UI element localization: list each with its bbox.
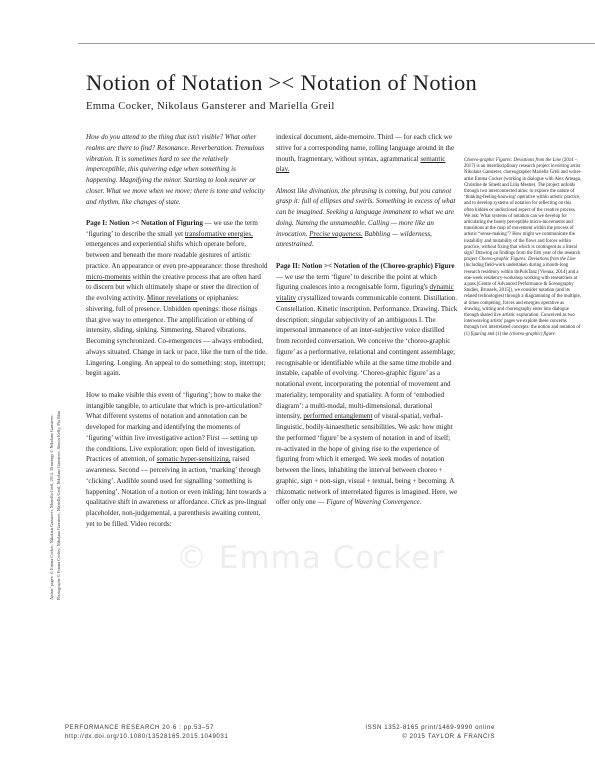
text-run: raised awareness. Second — perceiving in action, ‘marking’ through ‘clicking’. Audible sound used for signalling ‘something is happening’. Notation of a notion or even inkling; hint towards a qualitative shift in awareness or affordance. — [86, 455, 267, 507]
copyright-line: © 2015 TAYLOR & FRANCIS — [402, 732, 495, 740]
footer-left — [65, 724, 228, 741]
text-run: or epiphanies: shivering, full of presence. Unbidden openings: those risings that give way to emergence. The amplification or ebbing of intensity, sliding, sinking. Simmering. Shared vibrations. Becoming synchronized. Co-emergences — always embodied, always situated. Change in tack or pace, like the turn of the tide. Lingering. Longing. An appeal to do something: stop, interrupt; begin again. — [86, 294, 268, 378]
credit-line: Photographs © Emma Cocker, Nikolaus Gansterer, Mariella Greil, Nikolaus Gansterer, Simon Kelly, Pia Blau — [56, 410, 61, 600]
underlined-term: semantic play. — [276, 154, 446, 174]
underlined-term: somatic hyper-sensitizing, — [156, 455, 231, 464]
text-run: emergences and experiential shifts which operate before, between and beneath the more readable gestures of artistic practice. An appearance or even pre-appearance: those threshold — [86, 240, 268, 270]
underlined-term: transformative energies, — [184, 229, 253, 238]
underlined-term: Minor revelations — [147, 294, 198, 303]
column-1 — [86, 132, 268, 530]
text-run: (including field-work undertaken during a month-long research residency within ImPulsTanz [Vienna, 2014] and a one-week residency-workshop working with researchers at a.pass [Centre of Advanced Performance & Scenography Studies, Brussels, 2015]), we consider notation (and its related technologies) through a diagramming of the multiple, at times competing, forces and energies operative as drawing, writing and choreography enter into dialogue through shared live artistic exploration. Conceived as two interweaving artists’ pages we explore these concerns through two interrelated concepts: the notion and notation of (1) — [464, 263, 581, 337]
italic-term: figuring — [470, 331, 487, 337]
text-run: indexical document, aide-memoire. Third — for each click we strive for a corresponding name, rolling language around in the mouth, fragmentary, without syntax, agrammatical — [276, 133, 455, 163]
column-2 — [276, 132, 459, 508]
page-one-heading: Page I: Notion >< Notation of Figuring — [86, 218, 203, 227]
sidebar-paragraph — [464, 158, 582, 338]
credit-line: Artists’ pages: © Emma Cocker, Nikolaus Gansterer, Mariella Greil, 2015. Drawings © Nikolaus Gansterer. — [49, 414, 54, 600]
italic-term: Choreo-graphic Figures: Deviations from the Line — [478, 257, 576, 263]
underlined-term: dynamic vitality — [276, 283, 454, 303]
underlined-term: Precise vagueness. — [309, 229, 363, 238]
underlined-term: micro-moments — [86, 272, 131, 281]
sidebar-note — [464, 158, 582, 338]
article-title: Notion of Notation >< Notation of Notion — [86, 70, 478, 95]
image-credit — [48, 360, 62, 600]
text-run: Babbling — wilderness, unrestrained. — [276, 229, 432, 249]
italic-term: Figure of Wavering Convergence. — [326, 498, 422, 507]
page-two-paragraph — [276, 261, 459, 508]
text-run: and (1) the — [486, 331, 510, 337]
page-two-heading: Page II: Notion >< Notation of the (Choreo-graphic) Figure — [276, 261, 455, 270]
page-one-paragraph — [86, 218, 268, 379]
continuation-paragraph — [276, 132, 459, 175]
watermark: © Emma Cocker — [176, 540, 446, 576]
journal-citation: PERFORMANCE RESEARCH 20·6 : pp.53–57 — [65, 724, 214, 731]
text-run: within the creative process that are often hard to discern but which ultimately shape or steer the direction of the evolving activity. — [86, 272, 261, 303]
italic-term: Click — [210, 498, 226, 507]
italic-term: Choreo-graphic Figures: Deviations from the Line — [464, 158, 562, 163]
italic-term: (choreo-graphic) figure. — [509, 331, 556, 337]
issn-line: ISSN 1352-8165 print/1469-9990 online — [365, 724, 495, 731]
text-run: (2014 – 2017) is an interdisciplinary research project involving artist Nikolaus Gansterer, choreographer Mariella Greil and writer-artist Emma Cocker (working in dialogue with Alex Arteaga, Christine de Smedt and Lilia Mestre). The project unfolds through two interconnected aims: to explore the nature of ‘thinking-feeling-knowing’ operative within artistic practice, and to develop systems of notation for reflecting on this often hidden or undisclosed aspect of the creative process. We ask: What systems of notation can we develop for articulating the barely perceptible micro-movements and transitions at the cusp of movement within the process of artistic “sense-making”? How might we communicate the instability and mutability of the flows and forces within practice, without fixing that which is contingent as a literal sign? Drawing on findings from the first year of the research project — [464, 158, 582, 263]
text-run: — we use the term ‘figuring’ to describe the small yet — [86, 218, 258, 238]
text-run: How to make visible this event of ‘figuring’; how to make the intangible tangible, to articulate that which is pre-articulation? What different systems of notation and annotation can be developed for marking and identifying the moments of ‘figuring’ within live investigative action? First — setting up the conditions. Live exploration: open field of investigation. Practices of attention, of — [86, 390, 262, 464]
italic-paragraph — [276, 186, 459, 251]
top-rule — [78, 43, 595, 44]
text-run: — we use the term ‘figure’ to describe the point at which figuring coalesces into a recognisable form, figuring's — [276, 272, 437, 292]
article-authors: Emma Cocker, Nikolaus Gansterer and Mariella Greil — [86, 101, 335, 112]
footer-right — [365, 724, 495, 741]
text-run: crystallized towards communicable content. Distillation. Constellation. Kinetic inscription. Performance. Drawing. Thick description: singular subjectivity of an ambiguous I. The impersonal immanence of an inter-subjective voice distilled from recorded conversation. We conceive the ‘choreo-graphic figure’ as a performative, relational and contingent assemblage; recognisable or identifiable while at the same time mobile and instable, capable of evolving. ‘Choreo-graphic figure’ as a notational event, incorporating the potential of movement and materiality, temporality and spatiality. A form of ‘embodied diagram’: a multi-modal, multi-dimensional, durational intensity, — [276, 294, 458, 421]
underlined-term: performed entanglement — [303, 412, 373, 421]
text-run: of visual-spatial, verbal-linguistic, bodily-kinaesthetic sensibilities. We ask: how might the performed ‘figure’ be a system of notation in and of itself; re-activated in the hope of giving rise to the experience of figuring from which it emerged. We seek modes of notation between the lines, inhabiting the interval between choreo + graphic, sign + non-sign, visual + textual, being + becoming. A rhizomatic network of interrelated figures is imagined. Here, we offer only one — — [276, 412, 458, 507]
text-run: as pre-lingual placeholder, non-judgemental, a parenthesis awaiting content, yet to be filled. Video records: — [86, 498, 267, 528]
doi-link[interactable]: http://dx.doi.org/10.1080/13528165.2015.1049031 — [65, 732, 229, 740]
figuring-paragraph — [86, 390, 268, 530]
intro-paragraph: How do you attend to the thing that isn't visible? What other realms are there to find? Resonance. Reverberation. Tremulous vibration. It is sometimes hard to see the relatively imperceptible, this quivering edge when something is happening. Magnifying the minor. Starting to look nearer or closer. What we move when we move; there is tone and velocity and rhythm, like changes of state. — [86, 133, 265, 206]
text-run: Almost like divination, the phrasing is coming, but you cannot grasp it: full of ellipses and swirls. Something in excess of what can be imagined. Seeking a language immanent to what we are doing. Naming the unnameable. Calling — more like an invocation. — [276, 186, 456, 238]
